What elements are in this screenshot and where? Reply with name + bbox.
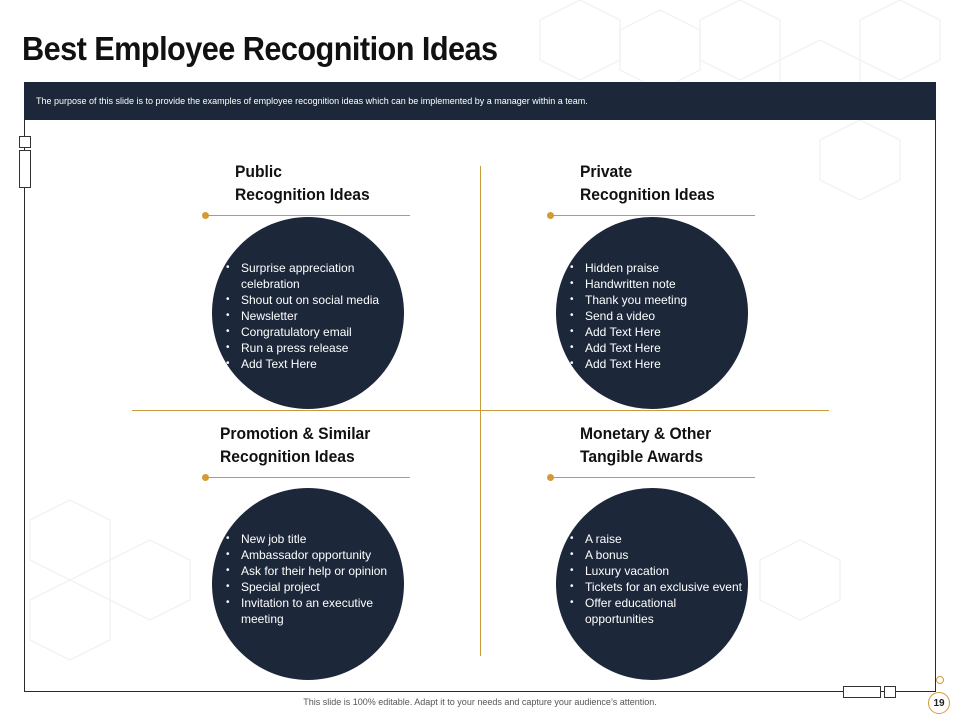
heading-line: Recognition Ideas	[580, 185, 715, 204]
list-item: • Send a video	[570, 308, 742, 324]
list-item: • Hidden praise	[570, 260, 742, 276]
list-item: • Add Text Here	[226, 356, 398, 372]
left-corner-mark-small	[19, 136, 31, 148]
quadrant-heading-public	[235, 160, 370, 206]
list-item: • Newsletter	[226, 308, 398, 324]
ideas-list	[570, 531, 742, 627]
list-item: • Ask for their help or opinion	[226, 563, 398, 579]
list-item: • Luxury vacation	[570, 563, 742, 579]
horizontal-divider	[132, 410, 829, 411]
list-item: • Offer educational opportunities	[570, 595, 742, 627]
list-item: • Special project	[226, 579, 398, 595]
list-item: • Congratulatory email	[226, 324, 398, 340]
heading-line: Tangible Awards	[580, 447, 704, 466]
list-item: • New job title	[226, 531, 398, 547]
quadrant-circle-promotion	[212, 488, 404, 680]
heading-underline	[551, 215, 755, 216]
list-item: • A bonus	[570, 547, 742, 563]
ideas-list	[226, 260, 398, 372]
left-corner-mark-tall	[19, 150, 31, 188]
list-item: • Ambassador opportunity	[226, 547, 398, 563]
quadrant-heading-promotion	[220, 422, 370, 468]
list-item: • Run a press release	[226, 340, 398, 356]
heading-line: Recognition Ideas	[235, 185, 370, 204]
list-item: • Add Text Here	[570, 356, 742, 372]
list-item: • Invitation to an executive meeting	[226, 595, 398, 627]
ideas-list	[226, 531, 398, 627]
page-number: 19	[928, 692, 950, 714]
list-item: • Add Text Here	[570, 324, 742, 340]
list-item: • Surprise appreciation celebration	[226, 260, 398, 292]
quadrant-circle-public	[212, 217, 404, 409]
list-item: • Thank you meeting	[570, 292, 742, 308]
vertical-divider	[480, 166, 481, 656]
heading-line: Recognition Ideas	[220, 447, 355, 466]
quadrant-circle-monetary	[556, 488, 748, 680]
list-item: • A raise	[570, 531, 742, 547]
quadrant-circle-private	[556, 217, 748, 409]
list-item: • Add Text Here	[570, 340, 742, 356]
heading-underline	[206, 215, 410, 216]
heading-line: Private	[580, 162, 633, 181]
footer-note: This slide is 100% editable. Adapt it to your needs and capture your audience’s attention.	[303, 697, 657, 707]
quadrant-heading-private	[580, 160, 715, 206]
heading-underline	[206, 477, 410, 478]
heading-underline	[551, 477, 755, 478]
heading-line: Monetary & Other	[580, 424, 712, 443]
description-banner	[24, 82, 936, 120]
quadrant-heading-monetary	[580, 422, 711, 468]
heading-line: Public	[235, 162, 282, 181]
ideas-list	[570, 260, 742, 372]
list-item: • Tickets for an exclusive event	[570, 579, 742, 595]
list-item: • Handwritten note	[570, 276, 742, 292]
list-item: • Shout out on social media	[226, 292, 398, 308]
heading-line: Promotion & Similar	[220, 424, 371, 443]
decorative-ring	[936, 676, 944, 684]
banner-text: The purpose of this slide is to provide the examples of employee recognition ideas which can be implemented by a manager within a team.	[36, 96, 588, 106]
slide-title: Best Employee Recognition Ideas	[22, 30, 498, 67]
